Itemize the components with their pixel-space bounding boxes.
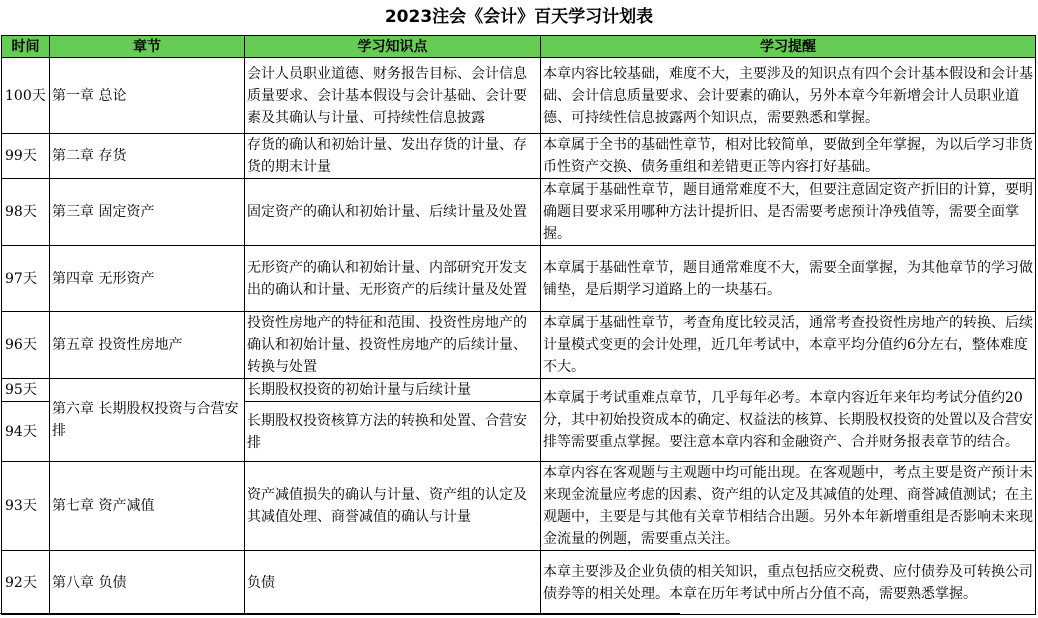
tip-cell: 本章内容比较基础，难度不大，主要涉及的知识点有四个会计基本假设和会计基础、会计信息质量要求、会计要素的确认，另外本章今年新增会计人员职业道德、可持续性信息披露两个知识点，需要熟悉和掌握。 — [541, 58, 1036, 134]
point-cell: 存货的确认和初始计量、发出存货的计量、存货的期末计量 — [245, 134, 541, 179]
table-row — [2, 179, 1036, 246]
header-tip: 学习提醒 — [541, 36, 1036, 58]
point-cell: 负债 — [245, 551, 541, 615]
page-title: 2023注会《会计》百天学习计划表 — [384, 7, 654, 27]
tip-cell: 本章属于全书的基础性章节，相对比较简单，要做到全年掌握，为以后学习非货币性资产交换、债务重组和差错更正等内容打好基础。 — [541, 134, 1036, 179]
tip-cell: 本章内容在客观题与主观题中均可能出现。在客观题中，考点主要是资产预计未来现金流量应考虑的因素、资产组的认定及其减值的处理、商誉减值测试；在主观题中，主要是与其他有关章节相结合出题。另外本年新增重组是否影响未来现金流量的例题，需要重点关注。 — [541, 462, 1036, 551]
chapter-cell: 第一章 总论 — [50, 58, 245, 134]
day-cell: 92天 — [2, 551, 50, 615]
table-row — [2, 551, 1036, 615]
study-plan-table — [1, 35, 1036, 615]
table-row — [2, 312, 1036, 379]
point-cell: 资产减值损失的确认与计量、资产组的认定及其减值处理、商誉减值的确认与计量 — [245, 462, 541, 551]
bottom-rule — [0, 613, 680, 614]
table-row — [2, 134, 1036, 179]
header-point: 学习知识点 — [245, 36, 541, 58]
point-cell: 会计人员职业道德、财务报告目标、会计信息质量要求、会计基本假设与会计基础、会计要素及其确认与计量、可持续性信息披露 — [245, 58, 541, 134]
day-cell: 93天 — [2, 462, 50, 551]
day-cell: 100天 — [2, 58, 50, 134]
table-row — [2, 462, 1036, 551]
chapter-cell: 第五章 投资性房地产 — [50, 312, 245, 379]
chapter-cell: 第三章 固定资产 — [50, 179, 245, 246]
day-cell: 95天 — [2, 379, 50, 402]
day-cell: 94天 — [2, 402, 50, 462]
chapter-cell: 第八章 负债 — [50, 551, 245, 615]
day-cell: 96天 — [2, 312, 50, 379]
day-cell: 98天 — [2, 179, 50, 246]
point-cell: 投资性房地产的特征和范围、投资性房地产的确认和初始计量、投资性房地产的后续计量、转换与处置 — [245, 312, 541, 379]
point-cell: 长期股权投资的初始计量与后续计量 — [245, 379, 541, 402]
table-row — [2, 379, 1036, 402]
header-day: 时间 — [2, 36, 50, 58]
chapter-cell: 第六章 长期股权投资与合营安排 — [50, 379, 245, 462]
tip-cell: 本章属于基础性章节，考查角度比较灵活，通常考查投资性房地产的转换、后续计量模式变更的会计处理，近几年考试中，本章平均分值约6分左右，整体难度不大。 — [541, 312, 1036, 379]
chapter-cell: 第四章 无形资产 — [50, 246, 245, 312]
chapter-cell: 第二章 存货 — [50, 134, 245, 179]
header-chapter: 章节 — [50, 36, 245, 58]
tip-cell: 本章属于基础性章节，题目通常难度不大，但要注意固定资产折旧的计算，要明确题目要求采用哪种方法计提折旧、是否需要考虑预计净残值等，需要全面掌握。 — [541, 179, 1036, 246]
point-cell: 固定资产的确认和初始计量、后续计量及处置 — [245, 179, 541, 246]
chapter-cell: 第七章 资产减值 — [50, 462, 245, 551]
header-row — [2, 36, 1036, 58]
table-row — [2, 58, 1036, 134]
tip-cell: 本章属于考试重难点章节，几乎每年必考。本章内容近年来年均考试分值约20分，其中初始投资成本的确定、权益法的核算、长期股权投资的处置以及合营安排等需要重点掌握。要注意本章内容和金融资产、合并财务报表章节的结合。 — [541, 379, 1036, 462]
day-cell: 97天 — [2, 246, 50, 312]
point-cell: 长期股权投资核算方法的转换和处置、合营安排 — [245, 402, 541, 462]
tip-cell: 本章属于基础性章节，题目通常难度不大，需要全面掌握，为其他章节的学习做铺垫，是后期学习道路上的一块基石。 — [541, 246, 1036, 312]
table-row — [2, 246, 1036, 312]
point-cell: 无形资产的确认和初始计量、内部研究开发支出的确认和计量、无形资产的后续计量及处置 — [245, 246, 541, 312]
tip-cell: 本章主要涉及企业负债的相关知识，重点包括应交税费、应付债券及可转换公司债券等的相关处理。本章在历年考试中所占分值不高，需要熟悉掌握。 — [541, 551, 1036, 615]
day-cell: 99天 — [2, 134, 50, 179]
